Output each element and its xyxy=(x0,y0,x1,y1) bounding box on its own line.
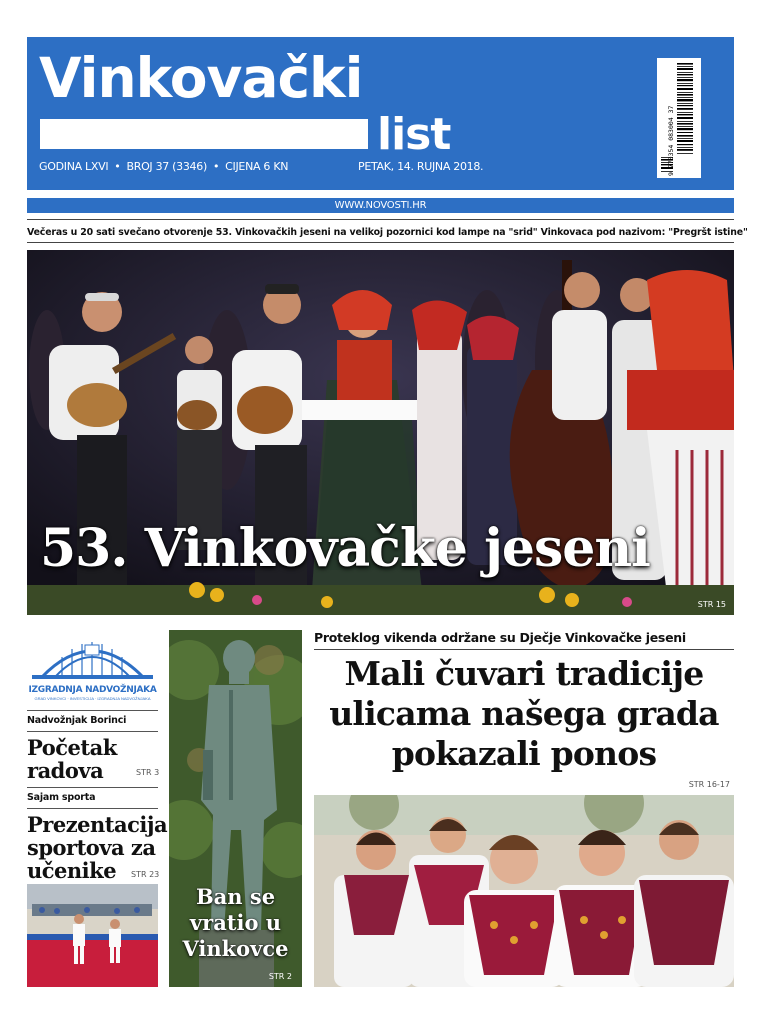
girls-in-costume-image xyxy=(314,795,734,987)
issue-label: BROJ 37 (3346) xyxy=(126,160,207,173)
separator: • xyxy=(114,160,121,173)
headline-line: ulicama našega grada xyxy=(329,694,719,733)
statue-photo[interactable] xyxy=(169,630,302,987)
divider xyxy=(27,710,158,711)
page-reference: STR 15 xyxy=(697,600,726,609)
headline-line: Vinkovce xyxy=(182,936,289,961)
headline-line: Mali čuvari tradicije xyxy=(344,654,704,693)
newspaper-title: Vinkovački xyxy=(39,46,363,110)
sports-fair-photo[interactable] xyxy=(27,884,158,987)
story-headline[interactable] xyxy=(27,736,117,782)
divider xyxy=(27,219,734,220)
barcode xyxy=(657,58,701,178)
title-white-bar xyxy=(40,119,368,149)
website-link[interactable]: WWW.NOVOSTI.HR xyxy=(334,200,427,211)
website-bar xyxy=(27,198,734,213)
page-reference: STR 23 xyxy=(131,870,160,879)
issue-info xyxy=(39,160,288,173)
hero-photo[interactable] xyxy=(27,250,734,615)
price-label: CIJENA 6 KN xyxy=(225,160,289,173)
volume-label: GODINA LXVI xyxy=(39,160,109,173)
story-kicker: Proteklog vikenda održane su Dječje Vinkovačke jeseni xyxy=(314,630,686,645)
hero-headline[interactable]: 53. Vinkovačke jeseni xyxy=(40,518,650,579)
bridge-icon xyxy=(27,625,158,685)
divider xyxy=(27,808,158,809)
divider xyxy=(27,242,734,243)
sports-hall-image xyxy=(27,884,158,987)
children-folk-photo[interactable] xyxy=(314,795,734,987)
headline-line: učenike xyxy=(27,858,117,883)
page-reference: STR 2 xyxy=(268,972,292,981)
masthead xyxy=(27,37,734,190)
newspaper-subtitle: list xyxy=(377,109,451,160)
headline-line: vratio u xyxy=(189,910,282,935)
logo-title: IZGRADNJA NADVOŽNJAKA xyxy=(28,685,157,695)
separator: • xyxy=(212,160,220,173)
divider xyxy=(27,787,158,788)
overpass-logo xyxy=(27,625,158,707)
barcode-number: 9 770354 083004 37 xyxy=(667,105,675,176)
headline-line: pokazali ponos xyxy=(391,734,657,773)
story-kicker: Nadvožnjak Borinci xyxy=(27,715,127,726)
headline-line: Ban se xyxy=(195,884,276,909)
divider xyxy=(27,731,158,732)
page-reference: STR 16-17 xyxy=(688,780,730,789)
issue-date: PETAK, 14. RUJNA 2018. xyxy=(358,160,484,173)
logo-tagline: GRAD VINKOVCI · INVESTICIJA · IZGRADNJA NADVOŽNJAKA xyxy=(34,696,151,701)
story-kicker: Sajam sporta xyxy=(27,792,96,803)
headline-line: Početak xyxy=(27,735,117,760)
statue-headline[interactable] xyxy=(169,884,302,962)
headline-line: Prezentacija xyxy=(27,812,168,837)
page-reference: STR 3 xyxy=(136,768,160,777)
main-story-headline[interactable] xyxy=(308,654,740,774)
lead-text: Večeras u 20 sati svečano otvorenje 53. Vinkovačkih jeseni na velikoj pozornici kod lampe na "srid" Vinkovaca pod nazivom: "Pregršt istine" xyxy=(27,227,748,238)
headline-line: radova xyxy=(27,758,104,783)
headline-line: sportova za xyxy=(27,835,156,860)
divider xyxy=(314,649,734,650)
